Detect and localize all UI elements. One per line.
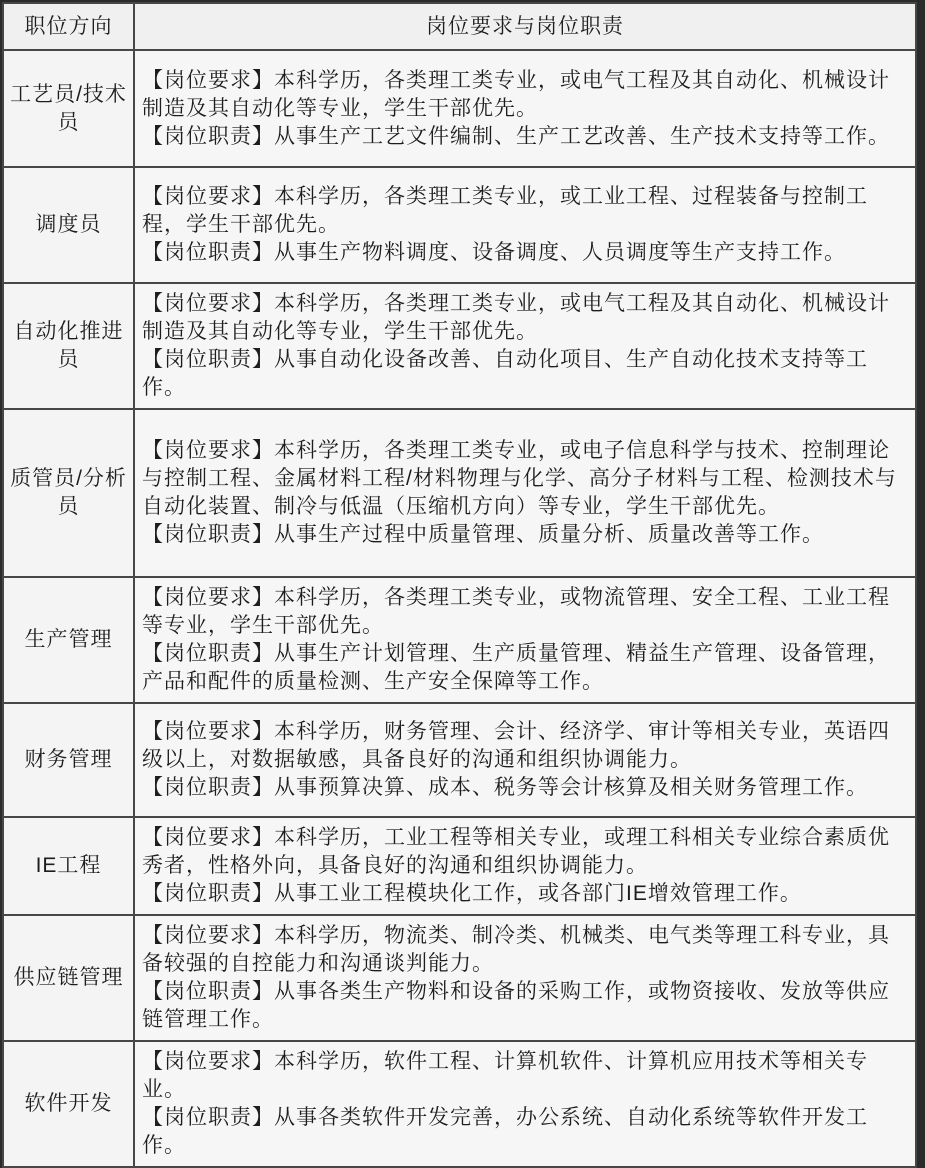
duty-text: 【岗位职责】从事生产计划管理、生产质量管理、精益生产管理、设备管理，产品和配件的质量检测、生产安全保障等工作。: [142, 642, 890, 693]
details-cell: [134, 703, 916, 817]
table-row: [3, 167, 916, 283]
duty-text: 【岗位职责】从事自动化设备改善、自动化项目、生产自动化技术支持等工作。: [142, 348, 868, 399]
position-cell: 生产管理: [3, 577, 134, 703]
requirement-text: 【岗位要求】本科学历，工业工程等相关专业，或理工科相关专业综合素质优秀者，性格外向，具备良好的沟通和组织协调能力。: [142, 826, 890, 877]
position-cell: 软件开发: [3, 1041, 134, 1167]
header-row: [3, 3, 916, 50]
table-row: [3, 283, 916, 409]
requirement-text: 【岗位要求】本科学历，物流类、制冷类、机械类、电气类等理工科专业，具备较强的自控能力和沟通谈判能力。: [142, 924, 890, 975]
table-row: [3, 409, 916, 577]
details-cell: [134, 577, 916, 703]
table-row: [3, 1041, 916, 1167]
duty-text: 【岗位职责】从事预算决算、成本、税务等会计核算及相关财务管理工作。: [142, 776, 868, 799]
job-positions-table: [2, 2, 917, 1168]
table-row: [3, 50, 916, 167]
column-header-details: 岗位要求与岗位职责: [134, 3, 916, 50]
details-cell: [134, 1041, 916, 1167]
table-row: [3, 817, 916, 915]
requirement-text: 【岗位要求】本科学历，财务管理、会计、经济学、审计等相关专业，英语四级以上，对数据敏感，具备良好的沟通和组织协调能力。: [142, 720, 890, 771]
duty-text: 【岗位职责】从事生产过程中质量管理、质量分析、质量改善等工作。: [142, 523, 824, 546]
position-cell: 调度员: [3, 167, 134, 283]
position-cell: 财务管理: [3, 703, 134, 817]
table-row: [3, 577, 916, 703]
position-cell: 供应链管理: [3, 915, 134, 1041]
details-cell: [134, 409, 916, 577]
position-cell: 质管员/分析员: [3, 409, 134, 577]
requirement-text: 【岗位要求】本科学历，各类理工类专业，或工业工程、过程装备与控制工程，学生干部优先。: [142, 185, 868, 236]
details-cell: [134, 915, 916, 1041]
details-cell: [134, 817, 916, 915]
duty-text: 【岗位职责】从事各类软件开发完善，办公系统、自动化系统等软件开发工作。: [142, 1106, 868, 1157]
duty-text: 【岗位职责】从事各类生产物料和设备的采购工作，或物资接收、发放等供应链管理工作。: [142, 980, 890, 1031]
table-row: [3, 915, 916, 1041]
requirement-text: 【岗位要求】本科学历，各类理工类专业，或电气工程及其自动化、机械设计制造及其自动化等专业，学生干部优先。: [142, 292, 890, 343]
table-row: [3, 703, 916, 817]
duty-text: 【岗位职责】从事生产工艺文件编制、生产工艺改善、生产技术支持等工作。: [142, 124, 890, 148]
requirement-text: 【岗位要求】本科学历，软件工程、计算机软件、计算机应用技术等相关专业。: [142, 1050, 868, 1101]
details-cell: [134, 283, 916, 409]
duty-text: 【岗位职责】从事工业工程模块化工作，或各部门IE增效管理工作。: [142, 882, 802, 905]
details-cell: [134, 167, 916, 283]
requirement-text: 【岗位要求】本科学历，各类理工类专业，或物流管理、安全工程、工业工程等专业，学生干部优先。: [142, 586, 890, 637]
duty-text: 【岗位职责】从事生产物料调度、设备调度、人员调度等生产支持工作。: [142, 241, 846, 264]
job-table-page: [2, 2, 917, 1157]
requirement-text: 【岗位要求】本科学历，各类理工类专业，或电气工程及其自动化、机械设计制造及其自动化等专业，学生干部优先。: [142, 68, 890, 120]
requirement-text: 【岗位要求】本科学历，各类理工类专业，或电子信息科学与技术、控制理论与控制工程、金属材料工程/材料物理与化学、高分子材料与工程、检测技术与自动化装置、制冷与低温（压缩机方向）等专业，学生干部优先。: [142, 439, 897, 518]
position-cell: IE工程: [3, 817, 134, 915]
column-header-position: 职位方向: [3, 3, 134, 50]
details-cell: [134, 50, 916, 167]
position-cell: 工艺员/技术员: [3, 50, 134, 167]
position-cell: 自动化推进员: [3, 283, 134, 409]
